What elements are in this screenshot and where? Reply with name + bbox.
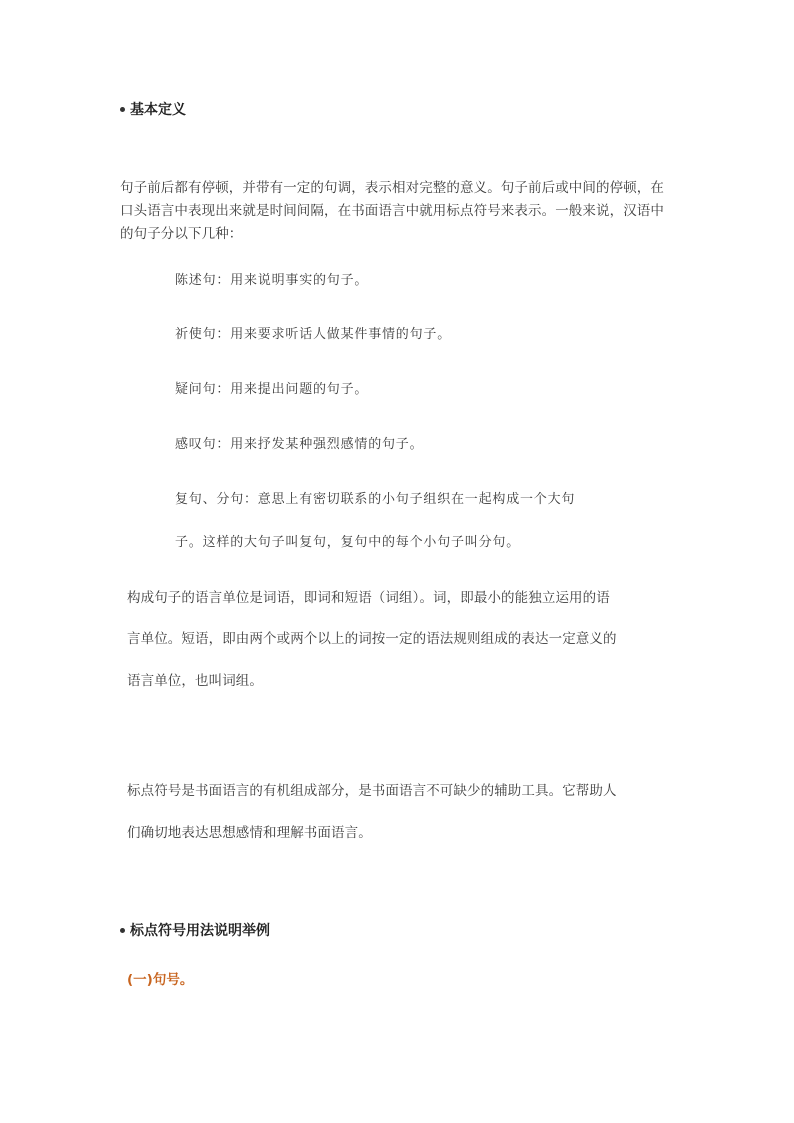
sentence-type-declarative: 陈述句：用来说明事实的句子。	[175, 273, 369, 288]
section-heading-punctuation-examples	[120, 920, 270, 940]
intro-line: 的句子分以下几种：	[120, 226, 243, 242]
heading-text: 基本定义	[130, 102, 186, 118]
unit-paragraph-line: 构成句子的语言单位是词语，即词和短语（词组）。词，即最小的能独立运用的语	[127, 590, 610, 606]
punctuation-paragraph-line: 标点符号是书面语言的有机组成部分，是书面语言不可缺少的辅助工具。它帮助人	[127, 783, 617, 799]
bullet-icon	[120, 928, 125, 933]
heading-text: 标点符号用法说明举例	[130, 923, 270, 939]
compound-sentence-line: 复句、分句：意思上有密切联系的小句子组织在一起构成一个大句	[175, 492, 576, 507]
section-heading-basic-definition	[120, 99, 186, 119]
bullet-icon	[120, 107, 125, 112]
sentence-type-exclamatory: 感叹句：用来抒发某种强烈感情的句子。	[175, 437, 424, 452]
unit-paragraph-line: 言单位。短语，即由两个或两个以上的词按一定的语法规则组成的表达一定意义的	[127, 631, 617, 647]
compound-sentence-line: 子。这样的大句子叫复句，复句中的每个小句子叫分句。	[175, 535, 521, 550]
intro-line: 口头语言中表现出来就是时间间隔，在书面语言中就用标点符号来表示。一般来说，汉语中	[120, 203, 664, 219]
intro-line: 句子前后都有停顿，并带有一定的句调，表示相对完整的意义。句子前后或中间的停顿，在	[120, 180, 664, 196]
punctuation-paragraph-line: 们确切地表达思想感情和理解书面语言。	[127, 825, 372, 841]
unit-paragraph-line: 语言单位，也叫词组。	[127, 673, 263, 689]
subheading-period: (一)句号。	[127, 972, 194, 988]
sentence-type-imperative: 祈使句：用来要求听话人做某件事情的句子。	[175, 327, 452, 342]
sentence-type-interrogative: 疑问句：用来提出问题的句子。	[175, 382, 369, 397]
